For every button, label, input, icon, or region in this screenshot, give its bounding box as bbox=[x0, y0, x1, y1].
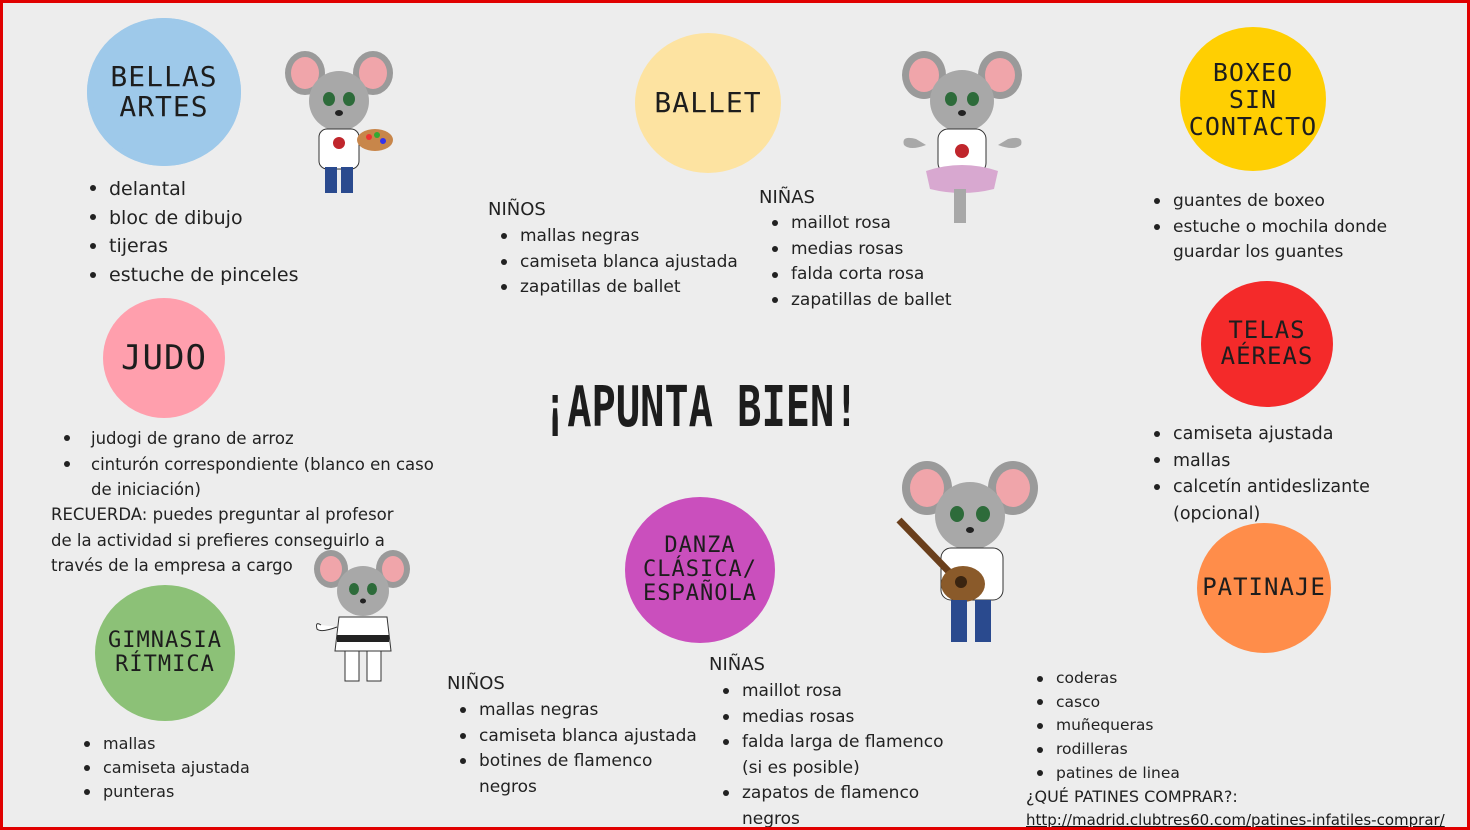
list-item: cinturón correspondiente (blanco en caso de iniciación) bbox=[61, 452, 451, 503]
list-item: casco bbox=[1034, 691, 1180, 715]
list-item: judogi de grano de arroz bbox=[61, 426, 451, 452]
badge-gimnasia-label: GIMNASIA RÍTMICA bbox=[108, 628, 222, 677]
list-item: zapatillas de ballet bbox=[769, 288, 952, 314]
list-item: mallas bbox=[1151, 448, 1411, 475]
ballet-ninos-label: NIÑOS bbox=[488, 199, 546, 220]
patinaje-question: ¿QUÉ PATINES COMPRAR?: bbox=[1026, 787, 1238, 806]
list-item: punteras bbox=[81, 780, 250, 804]
judo-note: RECUERDA: puedes preguntar al profesor de la actividad si prefieres conseguirlo a través de la empresa a cargo bbox=[51, 505, 394, 575]
badge-ballet bbox=[635, 33, 781, 173]
badge-telas bbox=[1201, 281, 1333, 407]
list-item: camiseta ajustada bbox=[1151, 421, 1411, 448]
list-boxeo bbox=[1151, 189, 1401, 266]
list-item: falda larga de flamenco (si es posible) bbox=[720, 730, 952, 781]
list-item: camiseta blanca ajustada bbox=[457, 724, 697, 750]
list-item: zapatos de flamenco negros bbox=[720, 781, 942, 830]
list-item: guantes de boxeo bbox=[1151, 189, 1401, 215]
list-item: botines de flamenco negros bbox=[457, 749, 659, 800]
list-item: maillot rosa bbox=[769, 211, 952, 237]
badge-patinaje bbox=[1197, 523, 1331, 653]
list-patinaje bbox=[1034, 667, 1180, 786]
list-item: bloc de dibujo bbox=[87, 204, 298, 233]
list-bellas-artes bbox=[87, 175, 298, 290]
list-item: muñequeras bbox=[1034, 714, 1180, 738]
badge-judo bbox=[103, 298, 225, 418]
list-danza-ninas bbox=[720, 679, 950, 830]
list-item: medias rosas bbox=[720, 705, 950, 731]
list-item: mallas negras bbox=[498, 224, 738, 250]
badge-boxeo bbox=[1180, 27, 1326, 171]
list-danza-ninos bbox=[457, 698, 697, 800]
list-judo bbox=[61, 426, 451, 503]
badge-danza bbox=[625, 497, 775, 643]
list-item: tijeras bbox=[87, 232, 298, 261]
list-item: estuche o mochila donde guardar los guantes bbox=[1151, 215, 1401, 266]
badge-ballet-label: BALLET bbox=[654, 85, 762, 119]
badge-gimnasia bbox=[95, 585, 235, 721]
list-item: calcetín antideslizante (opcional) bbox=[1151, 474, 1373, 527]
list-item: patines de linea bbox=[1034, 762, 1180, 786]
patinaje-link[interactable]: http://madrid.clubtres60.com/patines-infatiles-comprar/ bbox=[1026, 811, 1445, 829]
badge-judo-label: JUDO bbox=[121, 337, 207, 378]
list-item: mallas bbox=[81, 732, 250, 756]
mouse-guitarist-icon bbox=[895, 458, 1045, 648]
list-telas bbox=[1151, 421, 1411, 527]
list-item: maillot rosa bbox=[720, 679, 950, 705]
badge-patinaje-label: PATINAJE bbox=[1202, 573, 1326, 602]
badge-boxeo-label: BOXEO SIN CONTACTO bbox=[1188, 57, 1318, 141]
danza-ninos-label: NIÑOS bbox=[447, 673, 505, 694]
list-item: rodilleras bbox=[1034, 738, 1180, 762]
badge-bellas-artes-label: BELLAS ARTES bbox=[110, 59, 218, 123]
list-item: camiseta ajustada bbox=[81, 756, 250, 780]
list-item: zapatillas de ballet bbox=[498, 275, 738, 301]
danza-ninas-label: NIÑAS bbox=[709, 654, 765, 675]
badge-bellas-artes bbox=[87, 18, 241, 166]
list-item: falda corta rosa bbox=[769, 262, 952, 288]
list-item: coderas bbox=[1034, 667, 1180, 691]
list-item: delantal bbox=[87, 175, 298, 204]
badge-telas-label: TELAS AÉREAS bbox=[1220, 316, 1314, 370]
ballet-ninas-label: NIÑAS bbox=[759, 187, 815, 208]
list-item: mallas negras bbox=[457, 698, 697, 724]
badge-danza-label: DANZA CLÁSICA/ ESPAÑOLA bbox=[643, 533, 757, 606]
mouse-judoka-icon bbox=[311, 547, 416, 687]
list-gimnasia bbox=[81, 732, 250, 804]
mouse-painter-icon bbox=[283, 43, 398, 198]
mouse-ballerina-icon bbox=[896, 47, 1031, 227]
list-item: estuche de pinceles bbox=[87, 261, 298, 290]
list-ballet-ninos bbox=[498, 224, 738, 301]
list-item: medias rosas bbox=[769, 237, 952, 263]
page-title: ¡APUNTA BIEN! bbox=[543, 375, 859, 440]
list-item: camiseta blanca ajustada bbox=[498, 250, 738, 276]
